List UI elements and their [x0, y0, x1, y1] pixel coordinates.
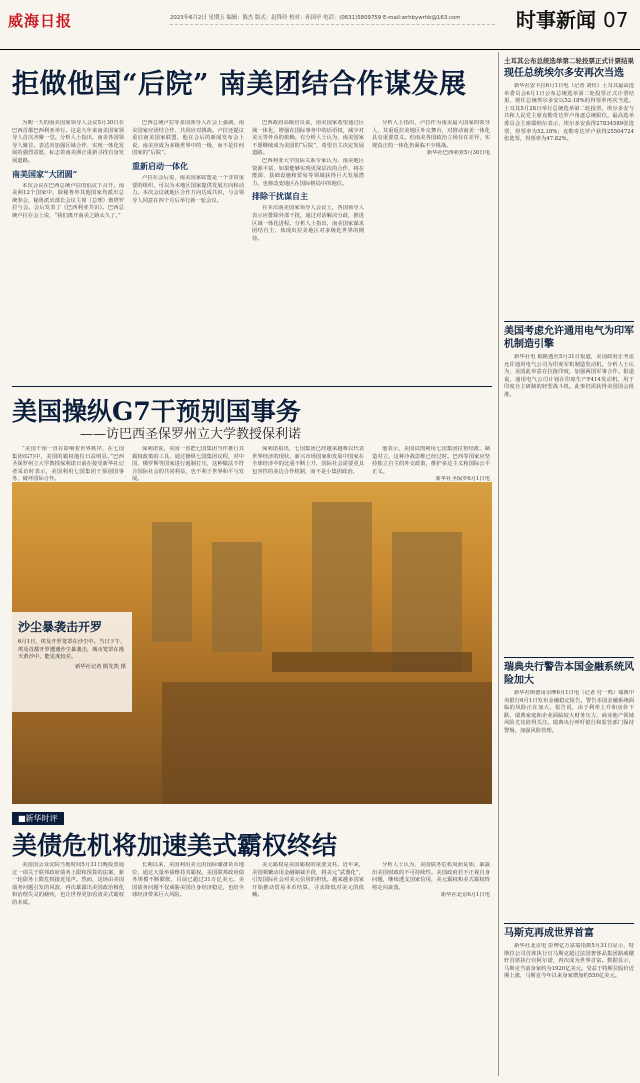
article-paragraph: 美元霸权是美国霸权的重要支柱。近年来，美国频繁动用金融制裁手段，将美元“武器化”，引发国际社会对美元信用的担忧。越来越多国家开始推动贸易本币结算，寻求降低对美元的依赖。 [252, 862, 364, 899]
masthead-divider [170, 24, 495, 25]
article-paragraph: 巴西政府高级官员说，南美国家希望通过区域一体化，增强在国际事务中的话语权，减少对美元等外币的依赖。有分析人士认为，南美国家不愿继续成为美国的“后院”，希望自主决定发展道路。 [252, 120, 364, 157]
article2-column-1 [12, 446, 124, 484]
sidebar-headline: 马斯克再成世界首富 [504, 928, 594, 939]
article-dateline: 新华社圣保罗6月1日电 [435, 476, 490, 483]
page-number: 07 [602, 8, 629, 32]
photo-title: 沙尘暴袭击开罗 [18, 620, 103, 634]
section-divider [12, 386, 492, 387]
article-subheading: 重新启动一体化 [132, 160, 188, 171]
article-paragraph: 分析人士认为，美国债务危机周而复始，暴露出美国财政的不可持续性。美国政府若不正视自身问题，继续透支国家信用，美元霸权和美式霸权终将走向衰落。 [372, 862, 490, 891]
sidebar-paragraph: 新华社电 据路透社5月31日报道，美国政府正考虑允许通用电气公司为印度军机制造发动机。分析人士认为，美国此举意在拉拢印度，加强两国军事合作。报道说，通用电气公司计划在印度生产F414发动机，用于印度自主研制的轻型战斗机。此事仍需获得美国国会批准。 [504, 354, 634, 398]
sidebar-headline: 瑞典央行警告本国金融系统风险加大 [504, 662, 634, 686]
article1-column-1 [12, 120, 124, 221]
article3-headline: 美债危机将加速美式霸权终结 [12, 831, 338, 860]
article-paragraph: 巴西利亚大学国际关系专家认为，南美地区资源丰富，如果能够实现更深层次的合作，将在能源、基础设施和贸易等领域获得巨大发展潜力，也将改变地区在国际格局中的地位。 [252, 157, 364, 187]
article3-column-3 [252, 862, 364, 900]
sidebar-kicker: 土耳其公布总统选举第二轮投票正式计票结果 [504, 57, 634, 65]
article-paragraph: 在本次南美国家领导人会议上，各国领导人表示应排除外部干扰，通过对话解决分歧，推进区域一体化进程。分析人士指出，南美国家谋求团结自主，体现出拉美地区对多极化世界的期待。 [252, 205, 364, 242]
article-paragraph: 保利诺指出，七国集团已经越来越难以代表世界经济的现状，新兴市场国家和发展中国家在全球经济中的比重不断上升，国际社会需要更具包容性的多边合作机制，而不是小集团政治。 [252, 446, 364, 475]
article1-column-3 [252, 120, 364, 243]
photo-credit: 新华社记者 隋先凯 摄 [74, 663, 126, 670]
article1-headline: 拒做他国“后院” 南美团结合作谋发展 [12, 69, 467, 100]
article-paragraph: 为期一天的南美国家领导人会议5月30日在巴西首都巴西利亚举行。这是九年来南美国家领导人首次齐聚一堂。分析人士指出，南美各国领导人聚首，表达出加强区域合作、实现一体化发展的强烈意愿，标志着南美洲正重新寻找自身发展道路。 [12, 120, 124, 164]
article2-column-3 [252, 446, 364, 476]
article-paragraph: 长期以来，美国利用美元的国际储备货币地位，通过大量举债维持其霸权。美国联邦政府债务规模不断膨胀，目前已超过31万亿美元。美国债务问题不仅威胁美国自身经济稳定，也给全球经济带来巨大风险。 [132, 862, 244, 899]
article2-column-4 [372, 446, 490, 484]
article-paragraph: 分析人士指出，卢拉作为南美最大国家的领导人，其重返拉美地区外交舞台，对推动南美一体化具有重要意义。但南美各国政治立场存在差异，实现真正的一体化仍面临不少挑战。 [372, 120, 490, 149]
sidebar-headline: 美国考虑允许通用电气为印军机制造引擎 [504, 326, 634, 350]
sidebar-story-3 [504, 654, 634, 920]
sidebar-headline: 现任总统埃尔多安再次当选 [504, 68, 624, 79]
article2-headline: 美国操纵G7干预别国事务 [12, 397, 301, 426]
masthead-info: 2023年6月2日 星期五 编辑：陈杰 版式：赵锋玲 校对：孙国亭 电话：(0631)5809759 E-mail:wrhbywrhb@163.com [170, 15, 461, 21]
article-paragraph: “美国干预一直在影响着世界秩序，在七国集团(G7)中，美国的霸权地位日益明显。”巴西圣保罗州立大学教授保利诺日前在接受新华社记者采访时表示，美国利用七国集团干预别国事务，破坏国际合作。 [12, 446, 124, 483]
article3-column-2 [132, 862, 244, 900]
column-separator [498, 52, 499, 1076]
article-subheading: 排除干扰谋自主 [252, 191, 308, 202]
article-paragraph: 他表示，美国试图利用七国集团拉帮结派、制造对立，这种冷战思维已经过时。巴西等国家应坚持独立自主的外交政策，维护多边主义和国际公平正义。 [372, 446, 490, 475]
sidebar-paragraph: 新华社北京电 彭博亿万富翁指数5月31日显示，特斯拉公司首席执行官马斯克超过法国奢侈品集团路威酩轩首席执行官阿尔诺，再次成为世界首富。数据显示，马斯克当前身家约为1920亿美元。受益于特斯拉股价近期上涨，马斯克今年以来身家增加约550亿美元。 [504, 943, 634, 980]
article3-column-1 [12, 862, 124, 908]
article-subheading: 南美国家“大团圆” [12, 168, 78, 179]
article1-column-2 [132, 120, 244, 205]
article-paragraph: 卢拉在会后说，南美国家联盟是一个非常重要的组织，可以为本地区国家提供发展方向和动力。本次会议就地区合作方向达成共识，与会领导人同意在四个月后举行新一轮会议。 [132, 174, 244, 204]
article-dateline: 新华社巴西利亚5月30日电 [426, 150, 490, 157]
article3-column-4 [372, 862, 490, 900]
sidebar-story-1 [504, 56, 634, 297]
article2-subheadline: ——访巴西圣保罗州立大学教授保利诺 [80, 427, 302, 442]
sidebar-story-4 [504, 920, 634, 1083]
sidebar-paragraph: 新华社斯德哥尔摩6月1日电（记者 付一鸣）瑞典中央银行6月1日发布金融稳定报告，警告本国金融系统面临的风险正在加大。报告说，由于利率上升和房价下跌，瑞典家庭和企业面临较大财务压力，商业地产领域风险尤其值得关注。瑞典央行呼吁银行和监管部门保持警惕，加强风险管理。 [504, 690, 634, 734]
photo-caption [12, 612, 132, 712]
photo-caption-text: 6月1日，埃及开罗笼罩在沙尘中。当日下午，埃及首都开罗遭遇沙尘暴袭击，城市笼罩在漫天黄沙中，能见度较差。 [18, 639, 126, 661]
article2-column-2 [132, 446, 244, 484]
masthead [0, 0, 640, 50]
column-tag: ■新华时评 [12, 812, 64, 825]
article-paragraph: 巴西总统卢拉等多国领导人在会上强调，南美国家应团结合作、共同应对挑战。卢拉还提议重启南美国家联盟，他在会后的新闻发布会上说，南美应成为多极世界中的一极，而不是任何国家的“后院”。 [132, 120, 244, 157]
article-paragraph: 保利诺说，美国一直把七国集团当作推行其霸权政策的工具，通过操纵七国集团议程，对中国、俄罗斯等国家进行遏制打压，这种做法不符合国际社会的共同利益，也不利于世界和平与发展。 [132, 446, 244, 483]
sidebar-story-2 [504, 318, 634, 644]
sidebar-paragraph: 新华社安卡拉6月1日电（记者 刘钰）土耳其最高选举委员会6月1日公布总统选举第二轮投票正式计票结果，现任总统埃尔多安以52.18%的得票率再次当选。土耳其5月28日举行总统选举第二轮投票，埃尔多安与共和人民党主席克勒奇达罗卢角逐总统职位。最高选举委员会主席耶纳尔表示，埃尔多安获得27834589张选票，得票率为52.18%；克勒奇达罗卢获得25504724张选票，得票率为47.82%。 [504, 83, 634, 143]
article1-column-4 [372, 120, 490, 158]
article-dateline: 新华社北京6月1日电 [440, 892, 490, 899]
section-title: 时事新闻 07 [516, 8, 629, 32]
newspaper-logo: 威海日报 [8, 12, 73, 30]
article-paragraph: 本次会议在巴西总统卢拉的倡议下召开。南美洲12个国家中，除秘鲁外其他国家均派出总统参会，秘鲁派出部长会议主席（总理）奥塔罗拉与会。会后发表了《巴西利亚共识》。巴西总统卢拉在会上说，“我们离开南美之路太久了。” [12, 182, 124, 219]
article-paragraph: 美国国会众议院当地时间5月31日晚投票通过一项关于联邦政府债务上限和预算的法案，新一轮债务上限危机接近尾声。然而，这场由美国债务问题引发的风波，再次暴露出美国政治极化和治理失灵的痼疾，也让世界更加看清美式霸权的本质。 [12, 862, 124, 906]
